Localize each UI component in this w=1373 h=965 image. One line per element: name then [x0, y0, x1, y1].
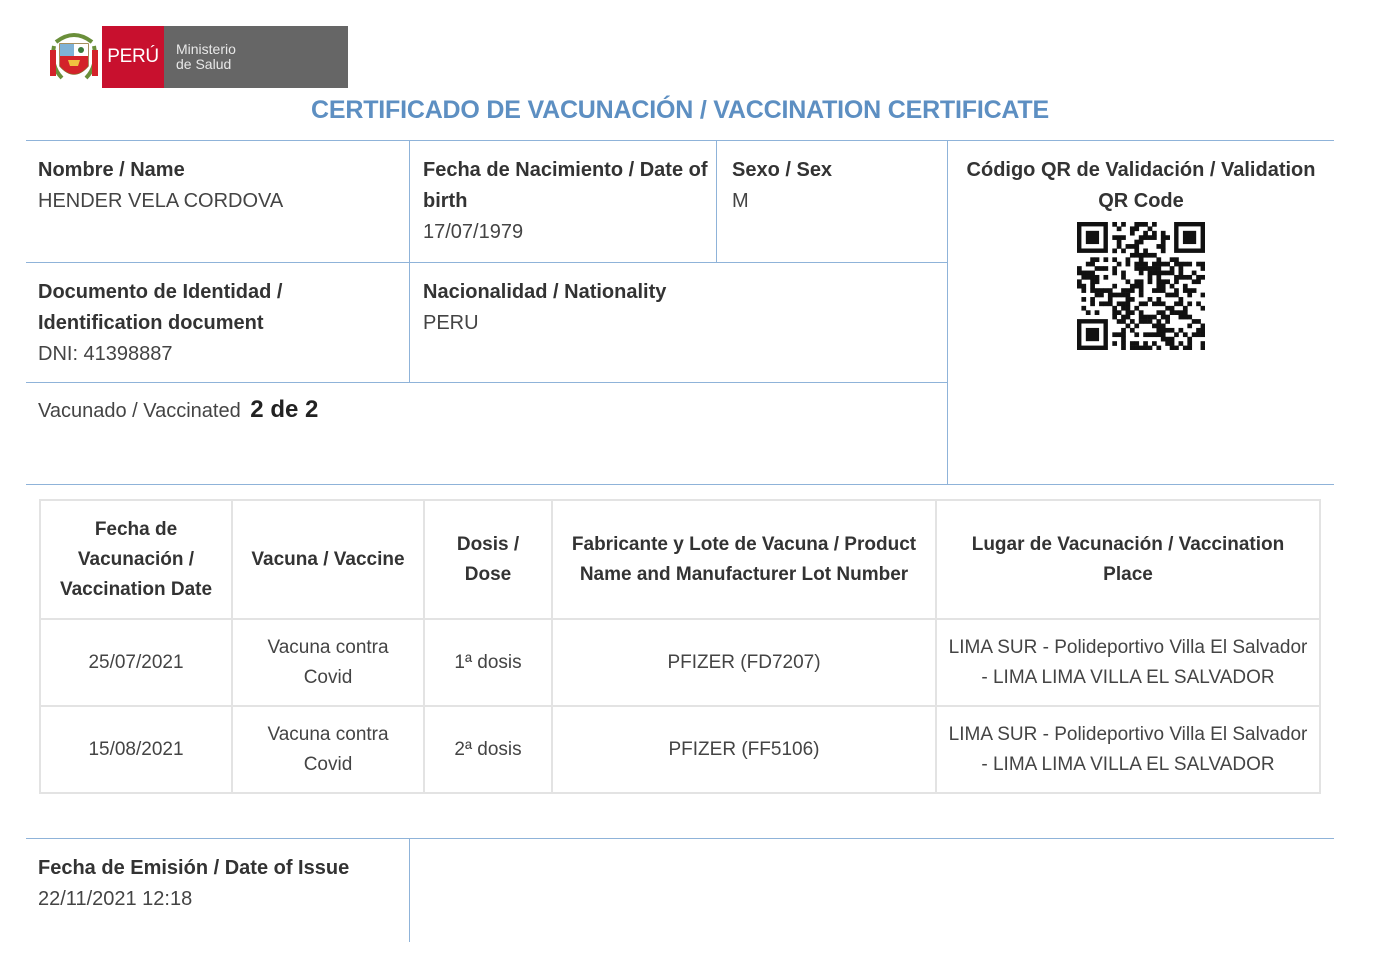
col-header-manufacturer-lot: Fabricante y Lote de Vacuna / Product Name and Manufacturer Lot Number [552, 500, 936, 619]
cell-place: LIMA SUR - Polideportivo Villa El Salvador - LIMA LIMA VILLA EL SALVADOR [936, 619, 1320, 706]
cell-place: LIMA SUR - Polideportivo Villa El Salvador - LIMA LIMA VILLA EL SALVADOR [936, 706, 1320, 793]
qr-label: Código QR de Validación / Validation QR Code [966, 159, 1316, 212]
divider [409, 140, 410, 382]
dob-value: 17/07/1979 [423, 221, 524, 243]
issue-cell [38, 853, 398, 915]
cell-dose: 1ª dosis [424, 619, 552, 706]
minsa-logo [46, 26, 348, 88]
name-label: Nombre / Name [38, 159, 185, 181]
col-header-place: Lugar de Vacunación / Vaccination Place [936, 500, 1320, 619]
divider [26, 838, 1334, 839]
divider [26, 262, 948, 263]
certificate-title: CERTIFICADO DE VACUNACIÓN / VACCINATION CERTIFICATE [311, 96, 1049, 124]
divider [26, 382, 948, 383]
validation-qr-code [1077, 222, 1205, 350]
divider [716, 140, 717, 262]
peru-coat-of-arms-icon [46, 26, 102, 88]
vaccinated-value: 2 de 2 [250, 396, 319, 423]
id-cell [38, 277, 378, 370]
col-header-date: Fecha de Vacunación / Vaccination Date [40, 500, 232, 619]
cell-manufacturer-lot: PFIZER (FF5106) [552, 706, 936, 793]
qr-cell [955, 155, 1327, 217]
vaccination-table [39, 499, 1321, 794]
divider [26, 484, 1334, 485]
vaccinated-label: Vacunado / Vaccinated [38, 400, 241, 422]
ministry-wordmark [164, 26, 348, 88]
sex-label: Sexo / Sex [732, 159, 833, 181]
cell-vaccine: Vacuna contra Covid [232, 619, 424, 706]
cell-manufacturer-lot: PFIZER (FD7207) [552, 619, 936, 706]
sex-cell [732, 155, 937, 217]
vaccinated-cell [38, 394, 918, 427]
cell-date: 25/07/2021 [40, 619, 232, 706]
ministry-line-1: Ministerio [176, 41, 236, 57]
sex-value: M [732, 190, 749, 212]
nationality-label: Nacionalidad / Nationality [423, 281, 667, 303]
issue-label: Fecha de Emisión / Date of Issue [38, 857, 350, 879]
id-value: DNI: 41398887 [38, 343, 173, 365]
dob-cell [423, 155, 708, 248]
divider [947, 140, 948, 484]
col-header-vaccine: Vacuna / Vaccine [232, 500, 424, 619]
col-header-dose: Dosis / Dose [424, 500, 552, 619]
nationality-value: PERU [423, 312, 479, 334]
divider [26, 140, 1334, 141]
table-row [40, 619, 1320, 706]
issue-value: 22/11/2021 12:18 [38, 888, 193, 910]
id-label: Documento de Identidad / Identification document [38, 281, 283, 334]
name-cell [38, 155, 398, 217]
cell-vaccine: Vacuna contra Covid [232, 706, 424, 793]
nationality-cell [423, 277, 923, 339]
dob-label: Fecha de Nacimiento / Date of birth [423, 159, 708, 212]
name-value: HENDER VELA CORDOVA [38, 190, 284, 212]
table-header-row [40, 500, 1320, 619]
ministry-line-2: de Salud [176, 56, 232, 72]
cell-dose: 2ª dosis [424, 706, 552, 793]
cell-date: 15/08/2021 [40, 706, 232, 793]
peru-wordmark: PERÚ [102, 26, 164, 88]
table-row [40, 706, 1320, 793]
divider [409, 838, 410, 942]
